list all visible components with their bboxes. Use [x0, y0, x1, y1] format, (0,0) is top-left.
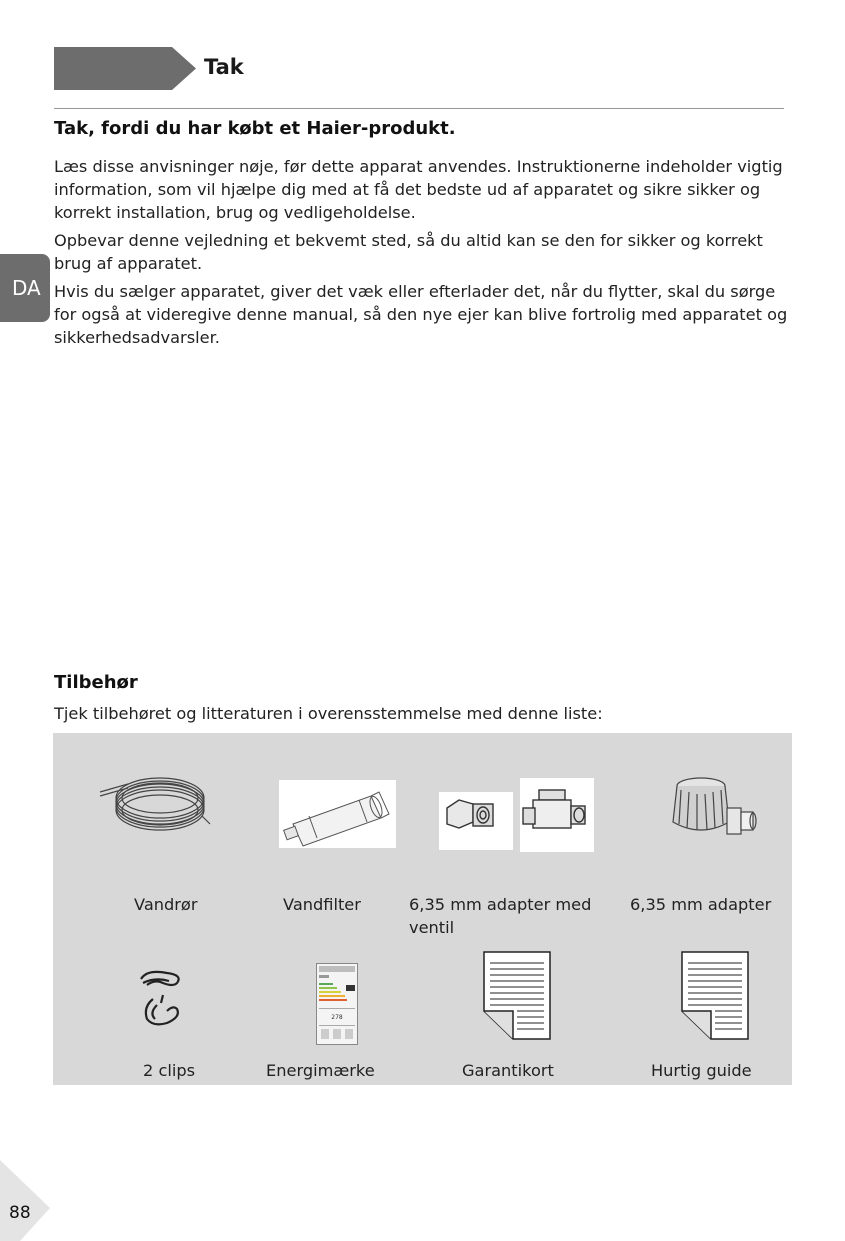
page-corner-graphic [0, 1160, 50, 1241]
page-number: 88 [9, 1203, 31, 1223]
language-tab [0, 254, 50, 322]
intro-paragraph-2: Opbevar denne vejledning et bekvemt sted, så du altid kan se den for sikker og korrekt brug af apparatet. [54, 231, 763, 273]
item-label-quick-guide: Hurtig guide [651, 1061, 752, 1080]
accessories-heading: Tilbehør [54, 672, 138, 693]
water-pipe-coil-icon [98, 770, 218, 838]
clips-icon [133, 965, 193, 1031]
adapter-with-valve-icon [439, 778, 594, 852]
quick-guide-icon [681, 951, 749, 1041]
intro-paragraph-3: Hvis du sælger apparatet, giver det væk eller efterlader det, når du flytter, skal du sørge for også at videregive denne manual, så den nye ejer kan blive fortrolig med apparatet og sikkerhedsadvarsler. [54, 282, 788, 347]
accessories-intro: Tjek tilbehøret og litteraturen i overensstemmelse med denne liste: [54, 704, 603, 723]
item-label-adapter-with-valve: 6,35 mm adapter med ventil [409, 895, 592, 937]
item-label-adapter: 6,35 mm adapter [630, 895, 772, 914]
item-label-warranty-card: Garantikort [462, 1061, 554, 1080]
warranty-card-icon [483, 951, 551, 1041]
energy-label-icon [316, 963, 358, 1045]
item-label-water-pipe: Vandrør [134, 895, 198, 914]
item-label-water-filter: Vandfilter [283, 895, 361, 914]
item-label-energy-label: Energimærke [266, 1061, 375, 1080]
thanks-heading: Tak, fordi du har købt et Haier-produkt. [54, 118, 456, 139]
header-title: Tak [204, 55, 244, 79]
adapter-icon [667, 774, 759, 850]
header-divider [54, 108, 784, 109]
language-code: DA [12, 276, 41, 300]
item-label-clips: 2 clips [143, 1061, 196, 1080]
energy-label-value: 278 [331, 1014, 343, 1021]
water-filter-icon [279, 780, 396, 848]
header-arrow-graphic [54, 47, 196, 90]
intro-paragraph-1: Læs disse anvisninger nøje, før dette apparat anvendes. Instruktionerne indeholder vigtig information, som vil hjælpe dig med at få det bedste ud af apparatet og sikre sikker og korrekt installation, brug og vedligeholdelse. [54, 157, 783, 222]
